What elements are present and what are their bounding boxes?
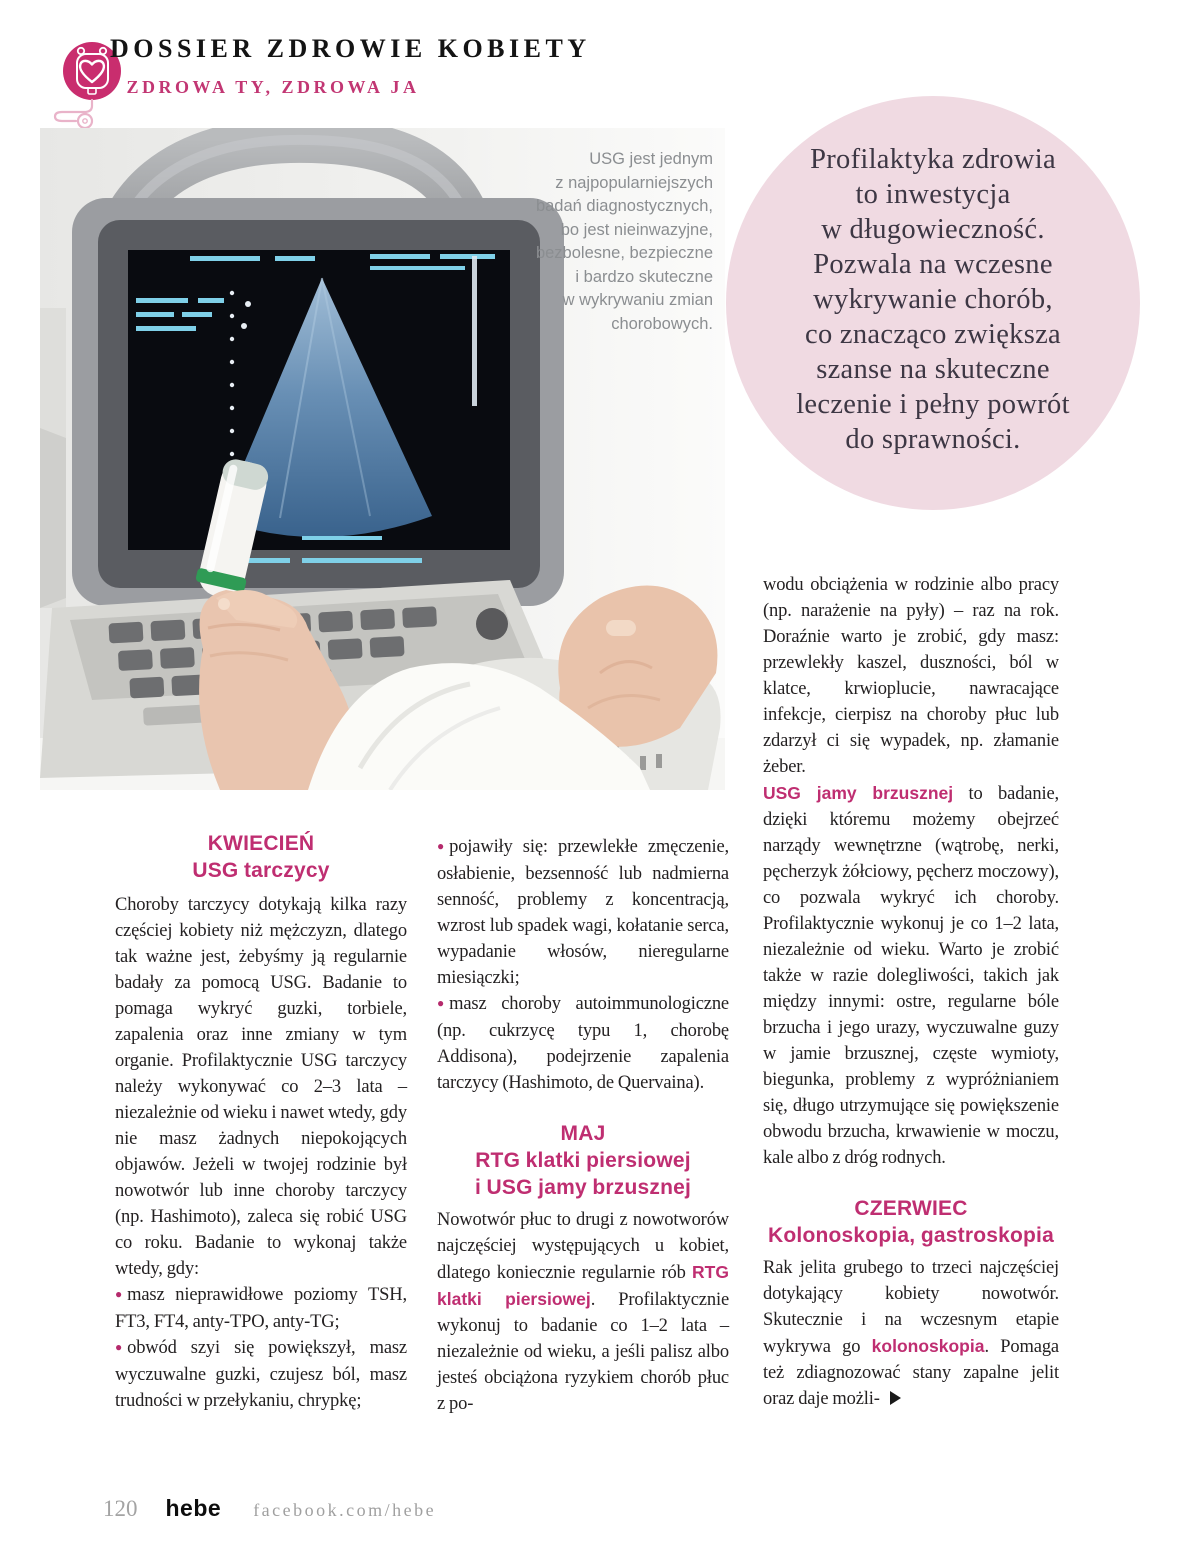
usg-jamy-brzusznej-highlight: USG jamy brzusznej <box>763 783 954 803</box>
page-footer <box>103 1495 436 1522</box>
col1-bullet-1: ● masz nieprawidłowe poziomy TSH, FT3, FT4, anty-TPO, anty-TG; <box>115 1282 407 1335</box>
column-maj <box>437 834 729 1417</box>
kolonoskopia-highlight: kolonoskopia <box>871 1336 985 1356</box>
quote-circle <box>726 96 1140 510</box>
col3-paragraph-3: Rak jelita grubego to trzeci najczęściej dotykający kobiety nowotwór. Skutecznie i na wczesnym etapie wykrywa go kolonoskopia. Pomaga też zdiagnozować stany zapalne jelit oraz daje możli- <box>763 1258 1059 1409</box>
quote-text: Profilaktyka zdrowia to inwestycja w długowieczność. Pozwala na wczesne wykrywanie chorób, co znacząco zwiększa szanse na skuteczne leczenie i pełny powrót do sprawności. <box>796 144 1070 455</box>
hebe-logo: hebe <box>165 1495 222 1521</box>
facebook-url: facebook.com/hebe <box>253 1500 437 1520</box>
col1-bullet-2: ● obwód szyi się powiększył, masz wyczuwalne guzki, czujesz ból, masz trudności w przełykaniu, chrypkę; <box>115 1335 407 1414</box>
heading-czerwiec: CZERWIEC Kolonoskopia, gastroskopia <box>768 1197 1054 1247</box>
rtg-highlight: RTG klatki piersiowej <box>437 1262 729 1309</box>
heading-maj: MAJ RTG klatki piersiowej i USG jamy brzusznej <box>474 1122 692 1199</box>
col2-bullet-2: ● masz choroby autoimmunologiczne (np. cukrzycę typu 1, chorobę Addisona), podejrzenie zapalenia tarczycy (Hashimoto, de Quervaina). <box>437 991 729 1096</box>
continuation-arrow-icon <box>890 1391 901 1405</box>
column-kwiecien <box>115 830 407 1414</box>
photo-caption: USG jest jednym z najpopularniejszych badań diagnostycznych, bo jest nieinwazyjne, bezbolesne, bezpieczne i bardzo skuteczne w wykrywaniu zmian chorobowych. <box>535 150 713 333</box>
page-subtitle: / ZDROWA TY, ZDROWA JA <box>110 77 420 97</box>
col3-paragraph-1: wodu obciążenia w rodzinie albo pracy (np. narażenie na pyły) – raz na rok. Doraźnie warto je zrobić, gdy masz: przewlekły kaszel, duszności, ból w klatce, krwioplucie, nawracające infekcje, cierpisz na choroby płuc lub zdarzył ci się wypadek, np. złamanie żeber. <box>763 575 1059 777</box>
page-title: DOSSIER ZDROWIE KOBIETY <box>110 34 591 63</box>
page-number: 120 <box>103 1496 138 1521</box>
column-czerwiec <box>763 572 1059 1412</box>
col2-bullet-1: ● pojawiły się: przewlekłe zmęczenie, osłabienie, bezsenność lub nadmierna senność, problemy z koncentracją, wzrost lub spadek wagi, kołatanie serca, wypadanie włosów, nieregularne miesiączki; <box>437 834 729 991</box>
col2-paragraph: Nowotwór płuc to drugi z nowotworów najczęściej występujących u kobiet, dlatego koniecznie regularnie rób RTG klatki piersiowej. Profilaktycznie wykonuj to badanie co 1–2 lata – niezależnie od wieku, a jeśli palisz albo jesteś obciążona ryzykiem chorób płuc z po- <box>437 1210 730 1414</box>
col1-paragraph: Choroby tarczycy dotykają kilka razy częściej kobiety niż mężczyzn, dlatego tak ważne jest, żebyśmy ją regularnie badały za pomocą USG. Badanie to pomaga wykryć guzki, torbiele, zapalenia oraz inne zmiany w tym organie. Profilaktycznie USG tarczycy należy wykonywać co 2–3 lata – niezależnie od wieku i nawet wtedy, gdy nie masz żadnych niepokojących objawów. Jeżeli w twojej rodzinie był nowotwór lub inne choroby tarczycy (np. Hashimoto), zaleca się robić USG co roku. Badanie to wykonaj także wtedy, gdy: <box>115 895 407 1279</box>
heading-kwiecien: KWIECIEŃ USG tarczycy <box>192 832 330 882</box>
ultrasound-photo <box>40 128 725 790</box>
col3-paragraph-2: USG jamy brzusznej to badanie, dzięki któremu możemy obejrzeć narządy wewnętrzne (wątrobę, nerki, pęcherzyk żółciowy, pęcherz moczowy), co pozwala wykryć ich choroby. Profilaktycznie wykonuj je co 1–2 lata, niezależnie od wieku. Warto je zrobić także w razie dolegliwości, takich jak między innymi: ostre, regularne bóle brzucha i jego urazy, wyczuwalne guzy w jamie brzusznej, częste wymioty, biegunka, problemy z wypróżnianiem się, długo utrzymujące się powiększenie obwodu brzucha, krwawienie w moczu, kale albo z dróg rodnych. <box>763 783 1059 1168</box>
